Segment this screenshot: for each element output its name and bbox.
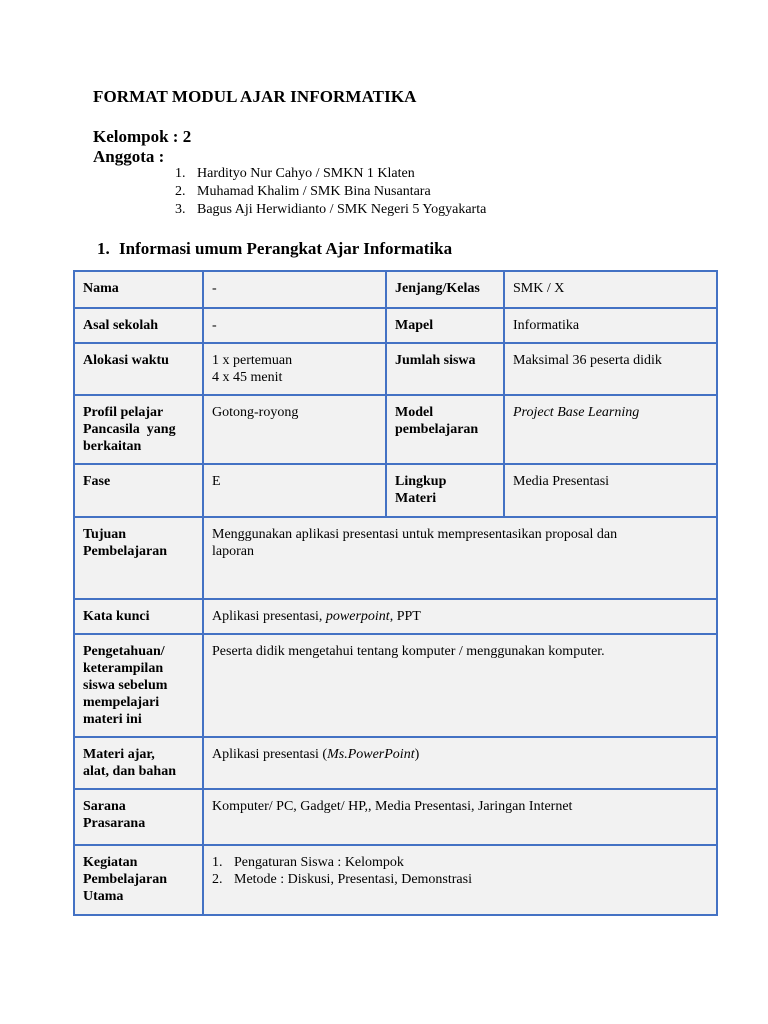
table-label: Kegiatan Pembelajaran Utama	[74, 845, 203, 915]
list-item: 3. Bagus Aji Herwidianto / SMK Negeri 5 Yogyakarta	[175, 202, 487, 217]
table-cell: -	[203, 308, 386, 343]
document-title: FORMAT MODUL AJAR INFORMATIKA	[93, 87, 417, 106]
members-list	[175, 165, 486, 219]
table-row	[74, 517, 717, 599]
table-cell: Informatika	[504, 308, 717, 343]
table-label: Asal sekolah	[74, 308, 203, 343]
member-name: Muhamad Khalim / SMK Bina Nusantara	[197, 184, 431, 199]
table-cell: Gotong-royong	[203, 395, 386, 464]
table-row	[74, 343, 717, 395]
table-label: Nama	[74, 271, 203, 308]
table-cell: Maksimal 36 peserta didik	[504, 343, 717, 395]
table-label: Jenjang/Kelas	[386, 271, 504, 308]
table-label: Model pembelajaran	[386, 395, 504, 464]
table-label: Profil pelajar Pancasila yang berkaitan	[74, 395, 203, 464]
table-row	[74, 271, 717, 308]
list-item: 1. Pengaturan Siswa : Kelompok	[212, 855, 404, 870]
table-label: Mapel	[386, 308, 504, 343]
table-row	[74, 599, 717, 634]
table-row	[74, 634, 717, 737]
table-cell: Peserta didik mengetahui tentang komputer / menggunakan komputer.	[203, 634, 717, 737]
table-cell: Aplikasi presentasi (Ms.PowerPoint)	[203, 737, 717, 789]
section-heading: 1. Informasi umum Perangkat Ajar Informatika	[97, 239, 453, 258]
group-number: Kelompok : 2	[93, 127, 192, 146]
table-cell: Media Presentasi	[504, 464, 717, 517]
member-name: Bagus Aji Herwidianto / SMK Negeri 5 Yogyakarta	[197, 202, 487, 217]
table-cell: SMK / X	[504, 271, 717, 308]
table-cell: 1 x pertemuan 4 x 45 menit	[203, 343, 386, 395]
table-label: Lingkup Materi	[386, 464, 504, 517]
info-table	[73, 270, 718, 916]
table-label: Sarana Prasarana	[74, 789, 203, 845]
table-cell: Menggunakan aplikasi presentasi untuk mempresentasikan proposal dan laporan	[203, 517, 717, 599]
table-label: Pengetahuan/ keterampilan siswa sebelum mempelajari materi ini	[74, 634, 203, 737]
table-row	[74, 789, 717, 845]
table-row	[74, 737, 717, 789]
table-row	[74, 464, 717, 517]
table-cell: Project Base Learning	[504, 395, 717, 464]
list-item: 1. Hardityo Nur Cahyo / SMKN 1 Klaten	[175, 166, 415, 181]
table-label: Materi ajar, alat, dan bahan	[74, 737, 203, 789]
table-label: Fase	[74, 464, 203, 517]
table-row	[74, 308, 717, 343]
list-item: 2. Metode : Diskusi, Presentasi, Demonstrasi	[212, 872, 472, 887]
table-cell: E	[203, 464, 386, 517]
table-label: Kata kunci	[74, 599, 203, 634]
table-row	[74, 845, 717, 915]
table-label: Alokasi waktu	[74, 343, 203, 395]
list-item: 2. Muhamad Khalim / SMK Bina Nusantara	[175, 184, 431, 199]
table-cell	[203, 845, 717, 915]
table-cell: -	[203, 271, 386, 308]
table-row	[74, 395, 717, 464]
table-label: Jumlah siswa	[386, 343, 504, 395]
member-name: Hardityo Nur Cahyo / SMKN 1 Klaten	[197, 166, 415, 181]
table-label: Tujuan Pembelajaran	[74, 517, 203, 599]
table-cell: Aplikasi presentasi, powerpoint, PPT	[203, 599, 717, 634]
table-cell: Komputer/ PC, Gadget/ HP,, Media Presentasi, Jaringan Internet	[203, 789, 717, 845]
members-heading: Anggota :	[93, 147, 165, 166]
